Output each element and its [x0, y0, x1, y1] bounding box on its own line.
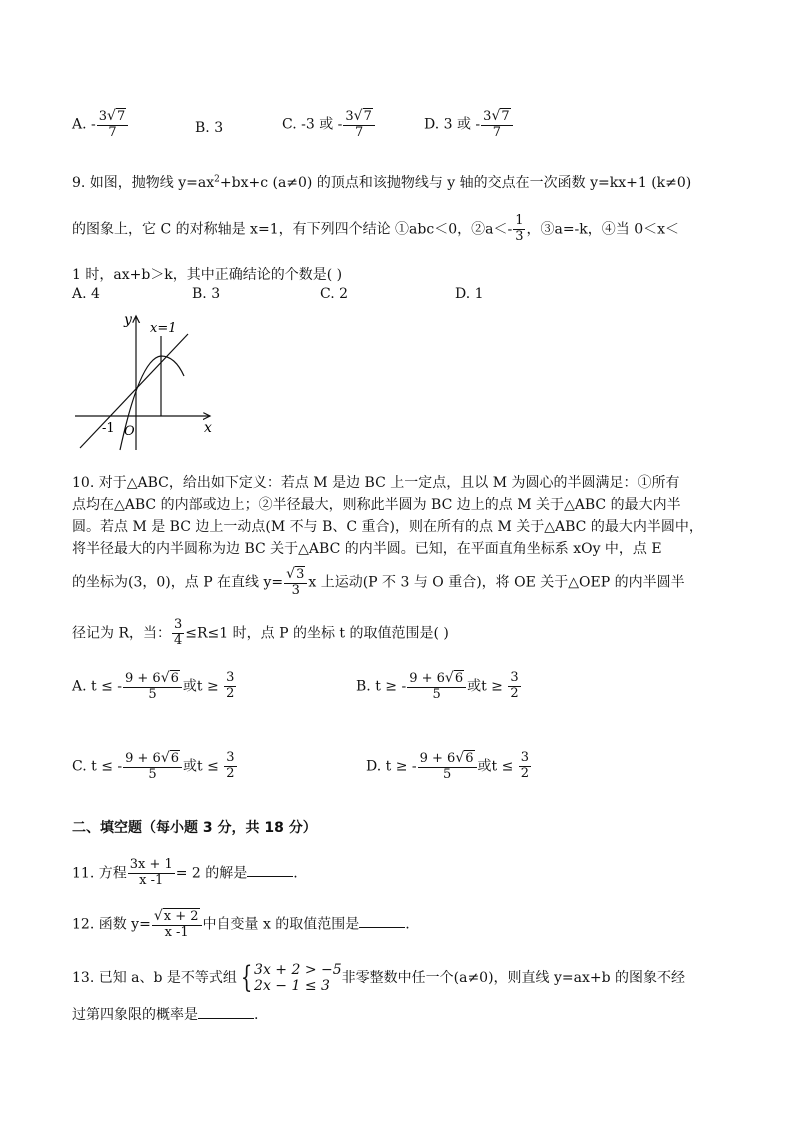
fraction: $\frac{3√7}{7}$ [97, 108, 128, 141]
fraction: $\frac{9 + 6√6}{5}$ [407, 670, 466, 703]
q9-line-2: 的图象上，它 C 的对称轴是 x=1，有下列四个结论 ①abc＜0，②a＜- $\frac{1}{3}$ ，③a=-k，④当 0＜x＜ [72, 213, 680, 244]
answer-blank[interactable] [247, 875, 293, 877]
x-axis-label: x [204, 420, 212, 436]
fraction: $\frac{3}{2}$ [520, 750, 530, 781]
origin-label: O [124, 424, 135, 439]
fraction: $\frac{√3}{3}$ [284, 566, 307, 599]
q9-option-b: B. 3 [192, 286, 221, 302]
section-2-heading: 二、填空题（每小题 3 分，共 18 分） [72, 820, 317, 836]
q10-option-a: A. t ≤ - $\frac{9 + 6√6}{5}$ 或t ≥ $\frac{3}{2}$ [72, 670, 235, 702]
q9-option-a: A. 4 [72, 286, 100, 302]
q8-option-c: C. -3 或 - $\frac{3√7}{7}$ [282, 108, 376, 141]
fraction: $\frac{3√7}{7}$ [343, 108, 374, 141]
fraction: $\frac{3}{4}$ [174, 617, 183, 648]
fraction: $\frac{3√7}{7}$ [481, 108, 512, 141]
q10-line-6: 径记为 R，当： $\frac{3}{4}$ ≤R≤1 时，点 P 的坐标 t 的取值范围是( ) [72, 617, 449, 648]
q10-option-d: D. t ≥ - $\frac{9 + 6√6}{5}$ 或t ≤ $\frac{3}{2}$ [366, 750, 530, 782]
q10-line-2: 点均在△ABC 的内部或边上；②半径最大，则称此半圆为 BC 边上的点 M 关于△ABC 的最大内半 [72, 497, 681, 513]
neg-one-label: -1 [102, 421, 115, 436]
y-axis-label: y [124, 312, 132, 328]
fraction: $\frac{9 + 6√6}{5}$ [123, 750, 182, 783]
symmetry-axis-label: x=1 [150, 321, 177, 336]
fraction: $\frac{3}{2}$ [510, 670, 519, 701]
q8-option-d: D. 3 或 - $\frac{3√7}{7}$ [424, 108, 514, 141]
inequality-system: { 3x + 2 > −5 2x − 1 ≤ 3 [240, 960, 342, 996]
q9-line-1: 9. 如图，抛物线 $y=ax^2+bx+c$ (a≠0) 的顶点和该抛物线与 y 轴的交点在一次函数 y=kx+1 (k≠0) [72, 174, 692, 191]
q12: 12. 函数 y= $\frac{√x + 2}{x -1}$ 中自变量 x 的取值范围是 . [72, 908, 410, 940]
q9-line-3: 1 时，ax+b＞k，其中正确结论的个数是( ) [72, 267, 343, 283]
fraction: $\frac{1}{3}$ [515, 213, 524, 244]
q10-option-c: C. t ≤ - $\frac{9 + 6√6}{5}$ 或t ≤ $\frac{3}{2}$ [72, 750, 235, 782]
q8-option-a: A. - $\frac{3√7}{7}$ [72, 108, 129, 141]
q10-line-1: 10. 对于△ABC，给出如下定义：若点 M 是边 BC 上一定点，且以 M 为圆心的半圆满足：①所有 [72, 475, 680, 491]
fraction: $\frac{3}{2}$ [226, 750, 235, 781]
q13-line-2: 过第四象限的概率是 . [72, 1007, 259, 1023]
q10-line-3: 圆。若点 M 是 BC 边上一动点(M 不与 B、C 重合)，则在所有的点 M 关于△ABC 的最大内半圆中， [72, 519, 703, 535]
q10-line-5: 的坐标为(3，0)，点 P 在直线 y= $\frac{√3}{3}$ x 上运动(P 不 3 与 O 重合)，将 OE 关于△OEP 的内半圆半 [72, 566, 685, 598]
answer-blank[interactable] [359, 926, 405, 928]
q10-option-b: B. t ≥ - $\frac{9 + 6√6}{5}$ 或t ≥ $\frac{3}{2}$ [356, 670, 519, 702]
q9-option-d: D. 1 [455, 286, 484, 302]
fraction: $\frac{9 + 6√6}{5}$ [123, 670, 182, 703]
q8-option-b: B. 3 [195, 120, 224, 136]
fraction: $\frac{√x + 2}{x -1}$ [152, 908, 202, 941]
fraction: $\frac{3x + 1}{x -1}$ [129, 857, 173, 888]
q10-line-4: 将半径最大的内半圆称为边 BC 关于△ABC 的内半圆。已知，在平面直角坐标系 xOy 中，点 E [72, 541, 662, 557]
fraction: $\frac{9 + 6√6}{5}$ [418, 750, 477, 783]
q11: 11. 方程 $\frac{3x + 1}{x -1}$ = 2 的解是 . [72, 857, 298, 888]
q9-option-c: C. 2 [320, 286, 349, 302]
answer-blank[interactable] [198, 1017, 254, 1019]
fraction: $\frac{3}{2}$ [226, 670, 235, 701]
q9-parabola-graph [70, 308, 220, 458]
q13-line-1: 13. 已知 a、b 是不等式组 { 3x + 2 > −5 2x − 1 ≤ 3 非零整数中任一个(a≠0)，则直线 y=ax+b 的图象不经 [72, 960, 686, 996]
